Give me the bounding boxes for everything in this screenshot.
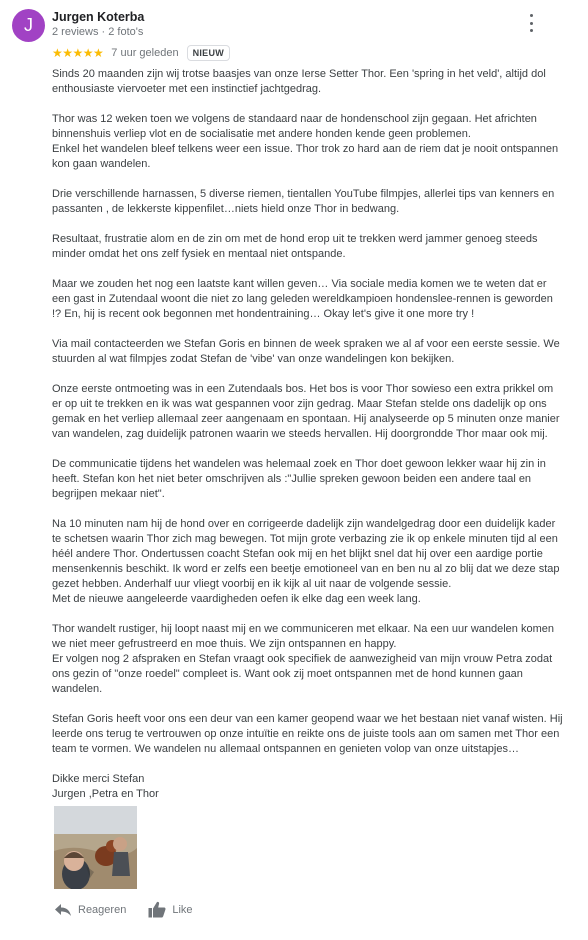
reviewer-meta: 2 reviews · 2 foto's [52,26,144,38]
more-vert-icon[interactable] [526,14,536,32]
review-paragraph: Na 10 minuten nam hij de hond over en corrigeerde dadelijk zijn wandelgedrag door een duidelijk kader te schetsen waarin Thor zich mag bewegen. Tot mijn grote verbazing zie ik op enkele minuten tijd al een héél andere Thor. Ondertussen coacht Stefan ook mij en het blijkt snel dat hij over een aardige portie mensenkennis beschikt. Ik word er zelfs een beetje emotioneel van en ben nu al zo blij dat we deze stap gezet hebben. Anderhalf uur vliegt voorbij en ik kijk al uit naar de volgende sessie. Met de nieuwe aangeleerde vaardigheden oefen ik elke dag een week lang. [52,518,560,605]
like-button[interactable] [148,901,192,918]
review-paragraph: Onze eerste ontmoeting was in een Zutendaals bos. Het bos is voor Thor sowieso een extra prikkel om er op uit te trekken en ik was wat gespannen voor zijn gedrag. Maar Stefan stelde ons dadelijk op ons gemak en het verliep allemaal zeer aangenaam en spontaan. Hij analyseerde op 5 minuten onze manier van wandelen, zag duidelijk patronen waarin we steeds hervallen. Hij doorgrondde Thor maar ook mij. [52,383,560,440]
review-paragraph: Drie verschillende harnassen, 5 diverse riemen, tientallen YouTube filmpjes, allerlei tips van kenners en passanten , de lekkerste kippenfilet…niets hield onze Thor in bedwang. [52,188,555,215]
review-text [52,67,564,817]
review-paragraph: Thor wandelt rustiger, hij loopt naast mij en we communiceren met elkaar. Na een uur wandelen komen we niet meer gefrustreerd en moe thuis. We zijn ontspannen en happy. Er volgen nog 2 afspraken en Stefan vraagt ook specifiek de aanwezigheid van mijn vrouw Petra zodat ons gezin of "onze roedel" compleet is. Want ook zij moet ontspannen met de hond kunnen gaan wandelen. [52,623,554,695]
rating-row [52,44,230,61]
review-paragraph: Thor was 12 weken toen we volgens de standaard naar de hondenschool zijn gegaan. Het africhten binnenshuis verliep vlot en de socialisatie met andere honden kende geen problemen. Enkel het wandelen bleef telkens weer een issue. Thor trok zo hard aan de riem dat je nooit ontspannen kon gaan wandelen. [52,113,559,170]
like-label: Like [172,903,193,916]
review-time: 7 uur geleden [111,46,179,59]
review-paragraph: Dikke merci Stefan Jurgen ,Petra en Thor [52,773,159,800]
review-paragraph: Resultaat, frustratie alom en de zin om met de hond erop uit te trekken werd jammer genoeg steeds minder omdat het ons zelf fysiek en mentaal niet ontspande. [52,233,538,260]
star-rating: ★★★★★ [52,45,104,60]
photo-thumbnail-icon [54,806,137,889]
avatar-initial: J [24,15,33,35]
reply-button[interactable] [54,903,126,917]
review-photo[interactable] [54,806,137,889]
review-paragraph: Stefan Goris heeft voor ons een deur van een kamer geopend waar we het bestaan niet vanaf wisten. Hij leerde ons terug te vertrouwen op onze intuïtie en reikte ons de juiste tools aan om samen met Thor een team te vormen. We wandelen nu allemaal ontspannen en genieten volop van onze uitstapjes… [52,713,563,755]
thumbs-up-icon [148,901,166,918]
review-paragraph: Maar we zouden het nog een laatste kant willen geven… Via sociale media komen we te weten dat er een gast in Zutendaal woont die niet zo lang geleden wereldkampioen hondenslee-rennen is geworden !? En, hij is recent ook begonnen met hondentraining… Okay let's give it one more try ! [52,278,553,320]
review-paragraph: Sinds 20 maanden zijn wij trotse baasjes van onze Ierse Setter Thor. Een 'spring in het veld', altijd dol enthousiaste viervoeter met een instinctief jachtgedrag. [52,68,546,95]
reply-label: Reageren [78,903,127,916]
reviewer-name[interactable]: Jurgen Koterba [52,10,145,24]
review-paragraph: Via mail contacteerden we Stefan Goris en binnen de week spraken we al af voor een eerste sessie. We stuurden al wat filmpjes zodat Stefan de 'vibe' van onze wandelingen kon bekijken. [52,338,560,365]
new-badge: NIEUW [187,45,231,61]
review-paragraph: De communicatie tijdens het wandelen was helemaal zoek en Thor doet gewoon lekker waar hij zin in heeft. Stefan kon het niet beter omschrijven als :"Jullie spreken gewoon beiden een andere taal en begrijpen mekaar niet". [52,458,546,500]
avatar[interactable] [12,9,45,42]
reply-arrow-icon [54,903,72,917]
review-actions [54,901,215,918]
